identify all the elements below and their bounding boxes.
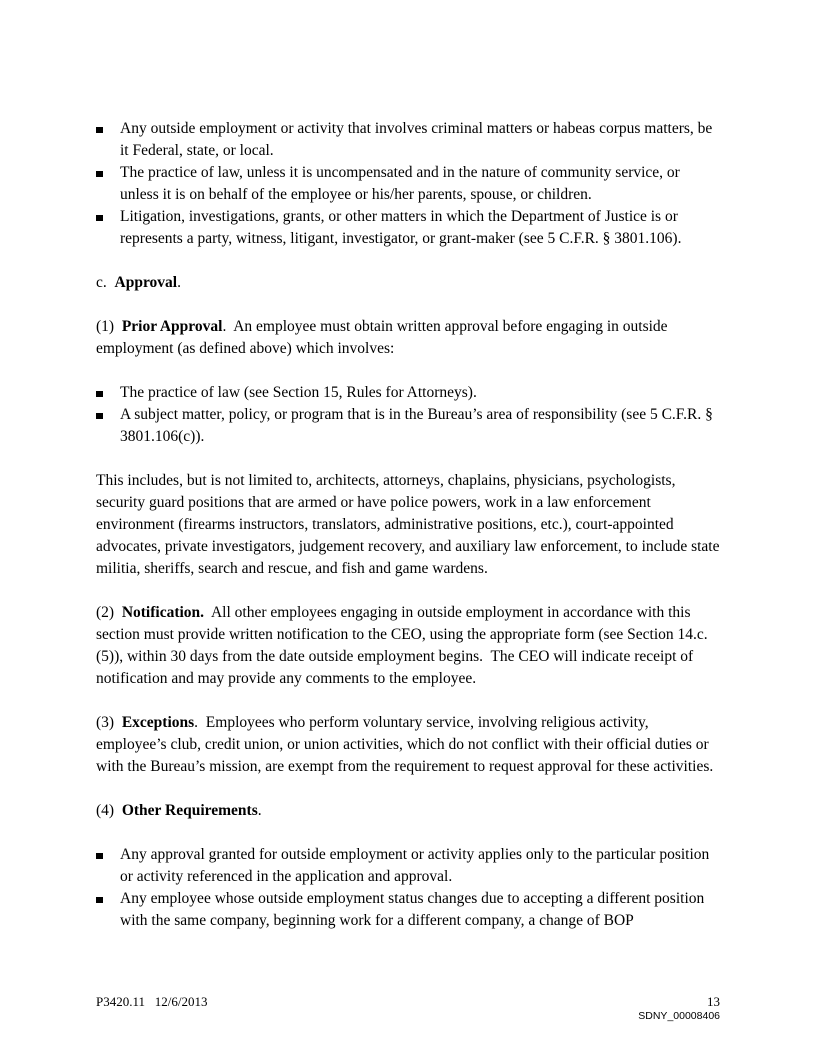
paragraph-text: . An employee must obtain written approval before engaging in outside employment (as defined above) which involves:: [96, 318, 672, 357]
list-item-text: The practice of law (see Section 15, Rules for Attorneys).: [120, 384, 477, 401]
footer-right: [638, 994, 720, 1023]
heading-suffix: .: [257, 802, 262, 819]
list-item-text: The practice of law, unless it is uncompensated and in the nature of community service, or unless it is on behalf of the employee or his/her parents, spouse, or children.: [120, 164, 684, 203]
bullet-square-icon: [96, 118, 120, 140]
paragraph-prior-approval: [96, 316, 720, 360]
list-item: [96, 888, 720, 932]
heading-prefix: c.: [96, 274, 115, 291]
paragraph-this-includes: This includes, but is not limited to, architects, attorneys, chaplains, physicians, psychologists, security guard positions that are armed or have police powers, work in a law enforcement environment (firearms instructors, translators, administrative positions, etc.), court-appointed advocates, private investigators, judgement recovery, and auxiliary law enforcement, to include state militia, sheriffs, search and rescue, and fish and game wardens.: [96, 472, 724, 577]
bullet-list-other-requirements: [96, 844, 720, 932]
footer-document-id: P3420.11 12/6/2013: [96, 994, 208, 1009]
bullet-square-icon: [96, 404, 120, 426]
paragraph-text: All other employees engaging in outside employment in accordance with this section must provide written notification to the CEO, using the appropriate form (see Section 14.c.(5)), within 30 days from the date outside employment begins. The CEO will indicate receipt of notification and may provide any comments to the employee.: [96, 604, 708, 687]
paragraph-bold-text: Notification.: [121, 604, 205, 621]
list-item-text: Any outside employment or activity that involves criminal matters or habeas corpus matters, be it Federal, state, or local.: [120, 120, 717, 159]
paragraph-prefix: (3): [96, 714, 122, 731]
page-content: [96, 118, 724, 954]
bullet-square-icon: [96, 844, 120, 866]
paragraph-exceptions: [96, 712, 720, 778]
list-item-text: Any employee whose outside employment status changes due to accepting a different position with the same company, beginning work for a different company, a change of BOP: [120, 890, 709, 929]
paragraph-bold-text: Exceptions: [121, 714, 195, 731]
paragraph-notification: [96, 602, 720, 690]
bullet-square-icon: [96, 888, 120, 910]
bullet-square-icon: [96, 162, 120, 184]
heading-bold-text: Other Requirements: [121, 802, 258, 819]
bates-stamp: SDNY_00008406: [638, 1010, 720, 1022]
heading-bold-text: Approval: [114, 274, 178, 291]
heading-suffix: .: [177, 274, 181, 291]
heading-approval: [96, 272, 720, 294]
list-item: [96, 206, 720, 250]
bullet-square-icon: [96, 382, 120, 404]
list-item: [96, 382, 720, 404]
list-item-text: A subject matter, policy, or program that is in the Bureau’s area of responsibility (see 5 C.F.R. § 3801.106(c)).: [120, 406, 717, 445]
bullet-square-icon: [96, 206, 120, 228]
list-item-text: Any approval granted for outside employment or activity applies only to the particular position or activity referenced in the application and approval.: [120, 846, 714, 885]
paragraph-text: . Employees who perform voluntary service, involving religious activity, employee’s club, credit union, or union activities, which do not conflict with their official duties or with the Bureau’s mission, are exempt from the requirement to request approval for these activities.: [96, 714, 714, 775]
bullet-list-outside-employment: [96, 118, 720, 250]
page-number: 13: [707, 994, 720, 1009]
list-item-text: Litigation, investigations, grants, or other matters in which the Department of Justice is or represents a party, witness, litigant, investigator, or grant-maker (see 5 C.F.R. § 3801.106).: [120, 208, 682, 247]
paragraph-prefix: (2): [96, 604, 122, 621]
heading-other-requirements: [96, 800, 720, 822]
list-item: [96, 844, 720, 888]
list-item: [96, 162, 720, 206]
list-item: [96, 118, 720, 162]
paragraph-bold-text: Prior Approval: [121, 318, 223, 335]
list-item: [96, 404, 720, 448]
heading-prefix: (4): [96, 802, 122, 819]
paragraph-prefix: (1): [96, 318, 122, 335]
bullet-list-approval-items: [96, 382, 720, 448]
